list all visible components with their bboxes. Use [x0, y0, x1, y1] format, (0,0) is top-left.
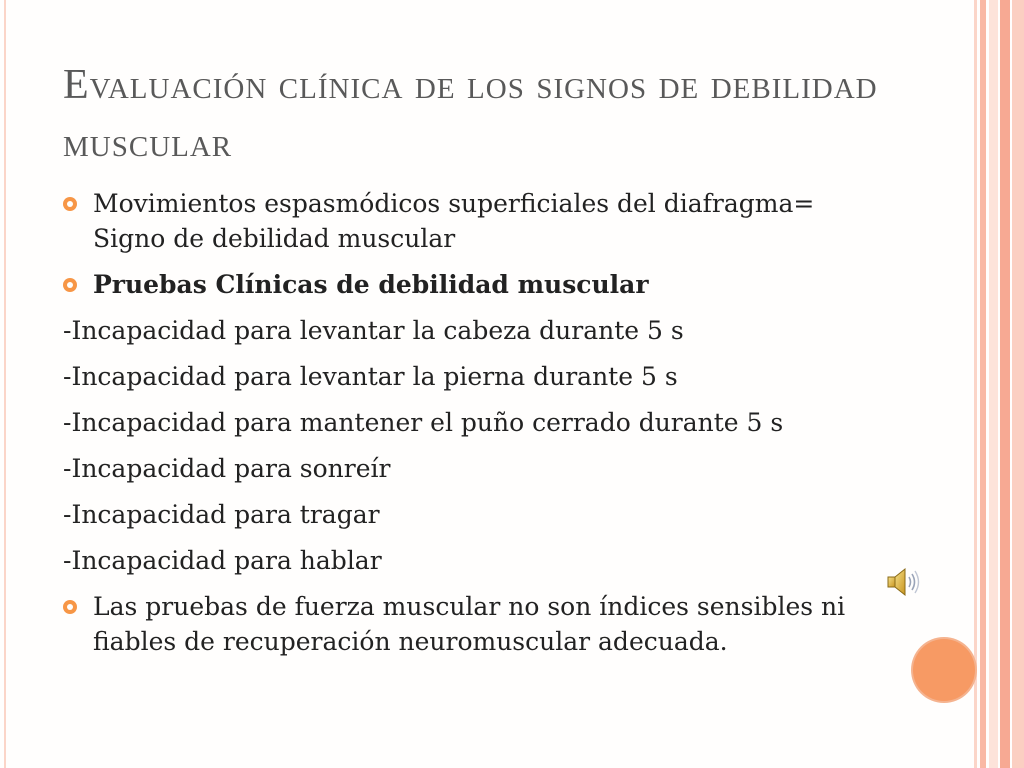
slide-content [63, 186, 873, 670]
list-item-text: Pruebas Clínicas de debilidad muscular [93, 270, 649, 299]
list-item [63, 497, 873, 532]
slide-title: Evaluación clínica de los signos de debilidad muscular [63, 62, 878, 166]
list-item [63, 405, 873, 440]
list-item [63, 589, 873, 659]
list-item [63, 313, 873, 348]
stripe [1000, 0, 1010, 768]
list-item [63, 267, 873, 302]
circle-bullet-icon [63, 600, 77, 614]
stripe [974, 0, 977, 768]
list-item-text: -Incapacidad para hablar [63, 546, 382, 575]
speaker-icon[interactable] [885, 566, 921, 598]
stripe [989, 0, 998, 768]
list-item-text: -Incapacidad para levantar la pierna durante 5 s [63, 362, 678, 391]
list-item-text: -Incapacidad para tragar [63, 500, 380, 529]
left-border-line [4, 0, 6, 768]
list-item-text: -Incapacidad para levantar la cabeza durante 5 s [63, 316, 684, 345]
circle-bullet-icon [63, 278, 77, 292]
list-item-text: -Incapacidad para mantener el puño cerrado durante 5 s [63, 408, 784, 437]
list-item [63, 543, 873, 578]
list-item [63, 359, 873, 394]
decorative-stripes [974, 0, 1024, 768]
stripe [980, 0, 986, 768]
list-item-text: Movimientos espasmódicos superficiales del diafragma= Signo de debilidad muscular [93, 189, 815, 253]
list-item-text: Las pruebas de fuerza muscular no son índices sensibles ni fiables de recuperación neuromuscular adecuada. [93, 592, 846, 656]
list-item [63, 186, 873, 256]
list-item [63, 451, 873, 486]
decorative-circle [913, 639, 975, 701]
stripe [1012, 0, 1024, 768]
circle-bullet-icon [63, 197, 77, 211]
list-item-text: -Incapacidad para sonreír [63, 454, 391, 483]
